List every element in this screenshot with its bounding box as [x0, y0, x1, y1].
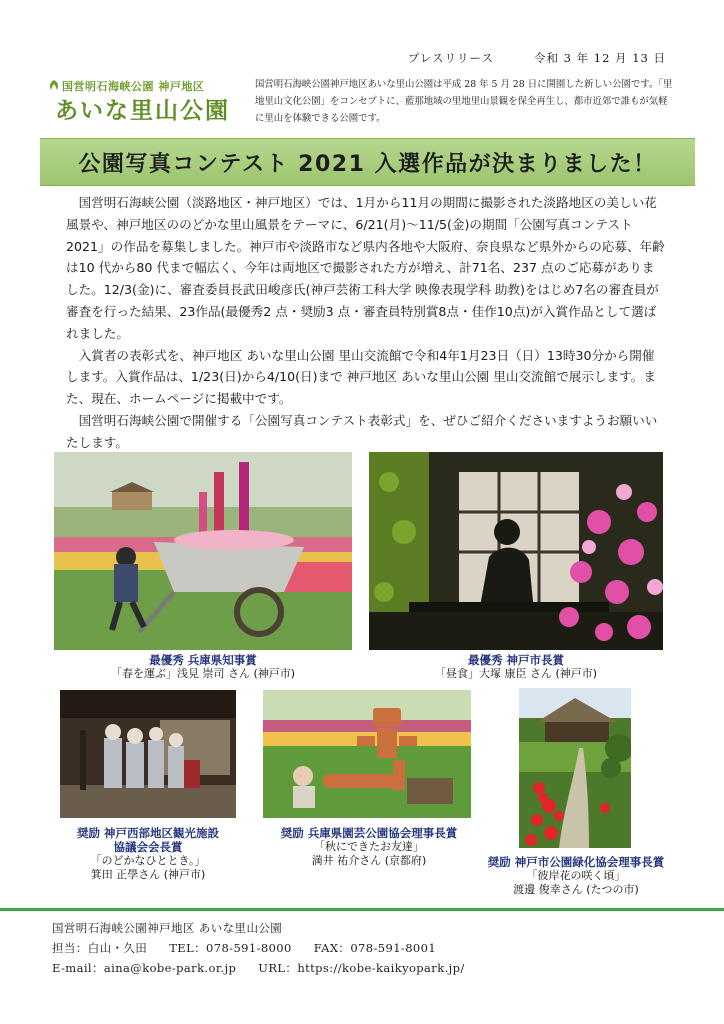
award-caption	[369, 653, 663, 681]
footer-contact	[52, 918, 465, 978]
leaf-logo-icon	[48, 79, 60, 91]
body-paragraph: 国営明石海峡公園で開催する「公園写真コンテスト表彰式」を、ぜひご紹介くださいますようお願いいたします。	[66, 412, 658, 450]
award-title: 最優秀 神戸市長賞	[467, 653, 564, 667]
award-work: 「春を運ぶ」浅見 崇司 さん (神戸市)	[110, 667, 296, 680]
award-caption	[54, 653, 352, 681]
award-title: 協議会会長賞	[113, 840, 183, 854]
photo-old-house-figures	[60, 690, 236, 818]
award-caption	[246, 826, 492, 868]
award-author: 渡邊 俊幸さん (たつの市)	[513, 883, 639, 896]
award-title: 奨励 神戸西部地区観光施設	[76, 826, 219, 840]
footer-tel: TEL：078-591-8000	[169, 941, 292, 955]
photo-flowerpot-friend	[263, 690, 471, 818]
body-paragraph: 入賞者の表彰式を、神戸地区 あいな里山公園 里山交流館で令和4年1月23日（日）13時30分から開催します。入賞作品は、1/23(日)から4/10(日)まで 神戸地区 あいな里山公園 里山交流館で展示します。また、現在、ホームページに掲載中です。	[66, 347, 656, 407]
award-work: 「昼食」大塚 康臣 さん (神戸市)	[434, 667, 598, 680]
footer-contact-person: 担当：白山・久田	[52, 941, 148, 955]
photo-silhouette-cosmos	[369, 452, 663, 650]
award-caption	[460, 855, 692, 897]
award-title: 最優秀 兵庫県知事賞	[149, 653, 257, 667]
press-label: プレスリリース	[407, 51, 494, 65]
footer-web-row	[52, 958, 465, 978]
footer-fax: FAX：078-591-8001	[313, 941, 437, 955]
press-date: 令和 3 年 12 月 13 日	[533, 51, 666, 65]
press-header	[0, 50, 666, 66]
headline-banner	[40, 138, 695, 186]
photo-wheelbarrow	[54, 452, 352, 650]
headline-title: 公園写真コンテスト 2021 入選作品が決まりました！	[78, 151, 657, 177]
award-author: 箕田 正學さん (神戸市)	[90, 868, 206, 881]
body-text	[66, 192, 666, 454]
award-caption	[30, 826, 266, 882]
award-title: 奨励 兵庫県園芸公園協会理事長賞	[280, 826, 458, 840]
logo-subtitle: 国営明石海峡公園 神戸地区	[62, 80, 205, 93]
award-work: 「彼岸花の咲く頃」	[526, 869, 626, 882]
award-work: 「秋にできたお友達」	[314, 840, 424, 853]
footer-url-link[interactable]: URL：https://kobe-kaikyopark.jp/	[258, 961, 465, 975]
award-work: 「のどかなひととき。」	[90, 854, 206, 867]
intro-text: 国営明石海峡公園神戸地区あいな里山公園は平成 28 年 5 月 28 日に開園した新しい公園です。「里地里山文化公園」をコンセプトに、藍那地域の里地里山景観を保全再生し、都市近郊で誰もが気軽に里山を体験できる公園です。	[255, 79, 673, 124]
footer-phone-row	[52, 938, 465, 958]
footer-org: 国営明石海峡公園神戸地区 あいな里山公園	[52, 921, 283, 935]
award-author: 満井 祐介さん (京都府)	[311, 854, 427, 867]
footer-email-link[interactable]: E-mail：aina@kobe-park.or.jp	[52, 961, 237, 975]
body-paragraph: 国営明石海峡公園（淡路地区・神戸地区）では、1月から11月の期間に撮影された淡路地区の美しい花風景や、神戸地区ののどかな里山風景をテーマに、6/21(月)～11/5(金)の期間「公園写真コンテスト2021」の作品を募集しました。神戸市や淡路市など県内各地や大阪府、奈良県など県外からの応募、年齢は10 代から80 代まで幅広く、今年は両地区で撮影された方が増え、計71名、237 点のご応募がありました。12/3(金)に、審査委員長武田峻彦氏(神戸芸術工科大学 映像表現学科 助教)をはじめ7名の審査員が審査を行った結果、23作品(最優秀2 点・奨励3 点・審査員特別賞8点・佳作10点)が入賞作品として選ばれました。	[66, 195, 665, 341]
footer-divider	[0, 908, 724, 911]
photo-spider-lily	[519, 688, 631, 848]
award-title: 奨励 神戸市公園緑化協会理事長賞	[487, 855, 665, 869]
logo-title: あいな里山公園	[55, 98, 230, 124]
